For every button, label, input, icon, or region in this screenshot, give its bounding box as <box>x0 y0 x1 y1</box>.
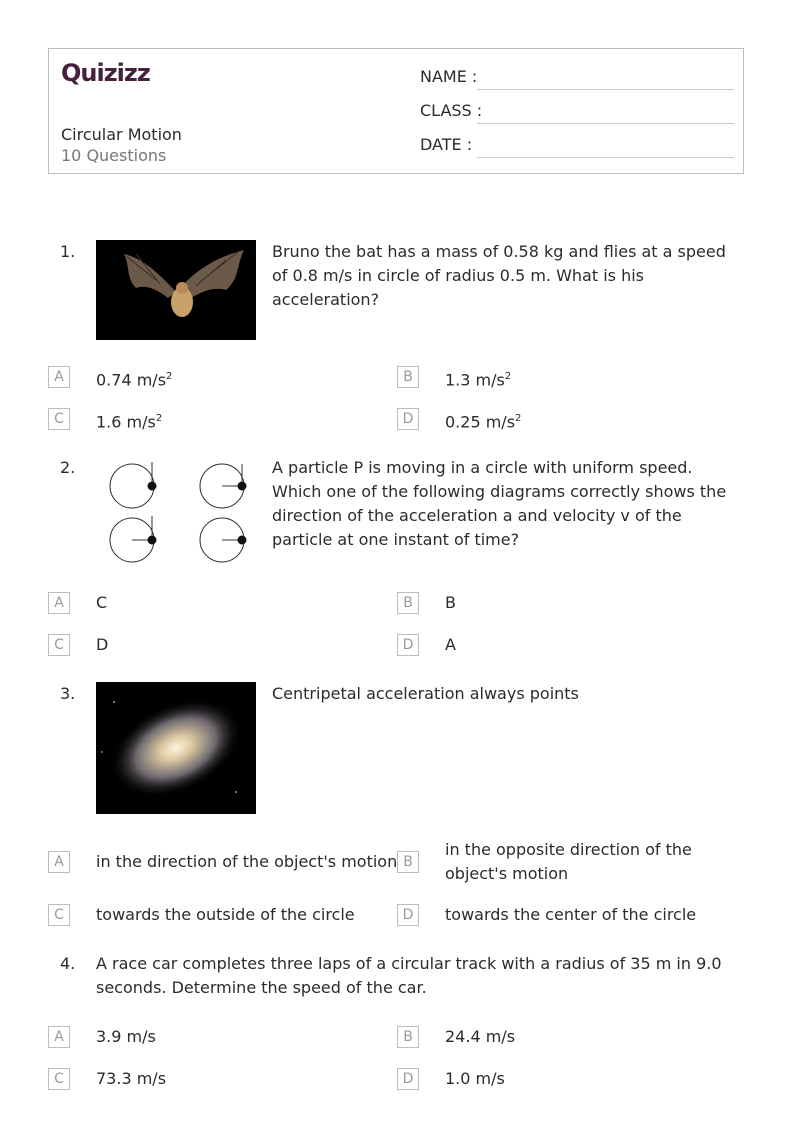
option-a-text: 0.74 $m/s^2$ <box>96 370 173 390</box>
option-b-text: 1.3 $m/s^2$ <box>445 370 512 390</box>
date-line[interactable] <box>477 157 734 158</box>
option-a-box[interactable]: A <box>48 1026 70 1048</box>
worksheet-title: Circular Motion <box>61 125 182 144</box>
question-text: Centripetal acceleration always points <box>272 684 579 703</box>
date-label: DATE : <box>420 135 473 154</box>
bat-photo <box>96 240 256 340</box>
option-c-box[interactable]: C <box>48 634 70 656</box>
question-number: 1. <box>60 242 76 261</box>
date-field[interactable] <box>420 135 732 169</box>
question-count: 10 Questions <box>61 146 167 165</box>
option-a-text: 3.9 m/s <box>96 1027 156 1046</box>
name-label: NAME : <box>420 67 478 86</box>
option-d-text: towards the center of the circle <box>445 905 697 924</box>
option-b-text: 24.4 m/s <box>445 1027 516 1046</box>
question-text: A particle P is moving in a circle with uniform speed. Which one of the following diagrams correctly shows the direction of the acceleration a and velocity v of the particle at one instant of time? <box>272 458 727 549</box>
class-line[interactable] <box>477 123 734 124</box>
name-line[interactable] <box>477 89 734 90</box>
option-d-box[interactable]: D <box>397 408 419 430</box>
option-d-text: 0.25 $m/s^2$ <box>445 412 522 432</box>
option-a-text: C <box>96 593 108 612</box>
option-d-box[interactable]: D <box>397 1068 419 1090</box>
option-b-text: in the opposite direction of the object's motion <box>445 840 692 883</box>
option-d-box[interactable]: D <box>397 634 419 656</box>
class-field[interactable] <box>420 101 732 135</box>
question-number: 3. <box>60 684 76 703</box>
option-d-text: 1.0 m/s <box>445 1069 505 1088</box>
option-b-box[interactable]: B <box>397 851 419 873</box>
question-text: Bruno the bat has a mass of 0.58 kg and flies at a speed of 0.8 m/s in circle of radius 0.5 m. What is his acceleration? <box>272 242 726 309</box>
option-d-text: A <box>445 635 456 654</box>
question-text: A race car completes three laps of a circular track with a radius of 35 m in 9.0 seconds. Determine the speed of the car. <box>96 954 722 997</box>
option-c-text: 73.3 m/s <box>96 1069 167 1088</box>
option-a-box[interactable]: A <box>48 592 70 614</box>
worksheet-header <box>48 48 744 174</box>
option-c-text: 1.6 $m/s^2$ <box>96 412 163 432</box>
class-label: CLASS : <box>420 101 483 120</box>
option-a-box[interactable]: A <box>48 366 70 388</box>
option-b-box[interactable]: B <box>397 1026 419 1048</box>
option-c-box[interactable]: C <box>48 1068 70 1090</box>
option-c-text: D <box>96 635 109 654</box>
svg-text:Quizizz: Quizizz <box>61 59 150 87</box>
option-c-box[interactable]: C <box>48 408 70 430</box>
option-d-box[interactable]: D <box>397 904 419 926</box>
option-c-text: towards the outside of the circle <box>96 905 355 924</box>
option-b-box[interactable]: B <box>397 592 419 614</box>
question-number: 2. <box>60 458 76 477</box>
question-number: 4. <box>60 954 76 973</box>
option-b-text: B <box>445 593 456 612</box>
option-c-box[interactable]: C <box>48 904 70 926</box>
option-a-box[interactable]: A <box>48 851 70 873</box>
name-field[interactable] <box>420 67 732 101</box>
circle-diagrams <box>96 456 256 568</box>
quizizz-logo <box>61 57 171 87</box>
student-fields <box>420 67 732 169</box>
option-b-box[interactable]: B <box>397 366 419 388</box>
option-a-text: in the direction of the object's motion <box>96 852 398 871</box>
galaxy-photo <box>96 682 256 814</box>
